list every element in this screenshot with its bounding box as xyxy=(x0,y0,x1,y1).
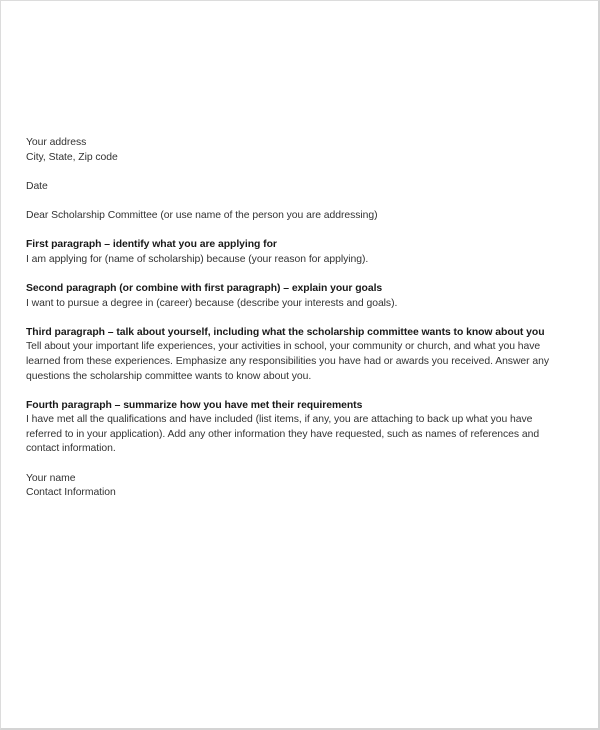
city-state-zip-line: City, State, Zip code xyxy=(26,151,118,163)
spacer xyxy=(26,267,591,282)
paragraph-body-fourth-line: contact information. xyxy=(26,443,116,455)
spacer xyxy=(26,165,591,180)
spacer xyxy=(26,194,591,209)
paragraph-body-fourth-line: I have met all the qualifications and have included (list items, if any, you are attaching to back up what you have xyxy=(26,414,533,426)
spacer xyxy=(26,457,591,472)
salutation: Dear Scholarship Committee (or use name of the person you are addressing) xyxy=(26,209,378,221)
paragraph-body-fourth-line: referred to in your application). Add any other information they have requested, such as names of references and xyxy=(26,428,540,440)
closing-name: Your name xyxy=(26,472,76,484)
closing-contact: Contact Information xyxy=(26,487,116,499)
spacer xyxy=(26,224,591,239)
date-line: Date xyxy=(26,180,48,192)
spacer xyxy=(26,311,591,326)
paragraph-body-second: I want to pursue a degree in (career) because (describe your interests and goals). xyxy=(26,297,398,309)
paragraph-heading-second: Second paragraph (or combine with first paragraph) – explain your goals xyxy=(26,282,383,294)
paragraph-heading-fourth: Fourth paragraph – summarize how you have met their requirements xyxy=(26,399,363,411)
letter-body xyxy=(26,136,591,501)
paragraph-body-first: I am applying for (name of scholarship) because (your reason for applying). xyxy=(26,253,369,265)
paragraph-body-third-line: learned from these experiences. Emphasize any responsibilities you have had or awards you received. Answer any xyxy=(26,355,549,367)
paragraph-heading-third: Third paragraph – talk about yourself, including what the scholarship committee wants to know about you xyxy=(26,326,545,338)
spacer xyxy=(26,384,591,399)
address-line: Your address xyxy=(26,137,87,148)
paragraph-heading-first: First paragraph – identify what you are applying for xyxy=(26,239,277,251)
paragraph-body-third-line: Tell about your important life experiences, your activities in school, your community or church, and what you have xyxy=(26,341,541,353)
paragraph-body-third-line: questions the scholarship committee wants to know about you. xyxy=(26,370,312,382)
